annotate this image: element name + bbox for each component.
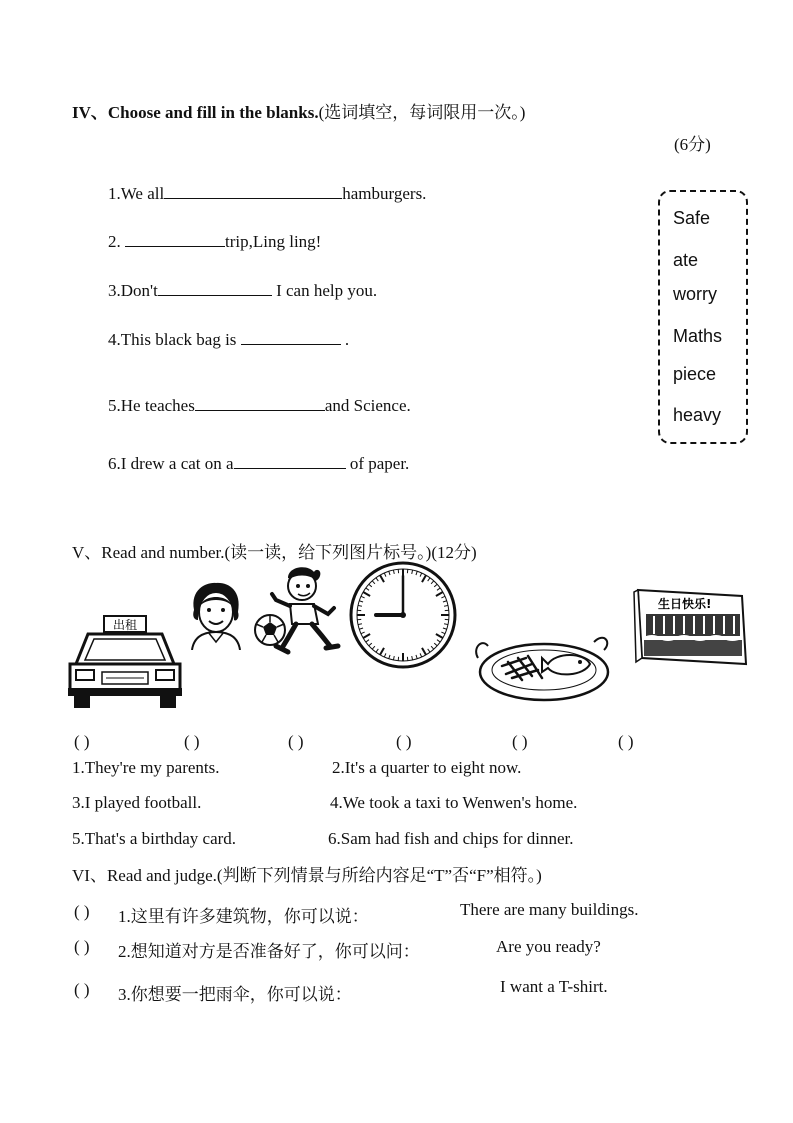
taxi-picture: [66, 612, 184, 710]
fill-item-2: 2. trip,Ling ling!: [108, 232, 322, 251]
blank-3[interactable]: [158, 279, 272, 296]
judge-cn-1: 1.这里有许多建筑物，你可以说：: [118, 907, 369, 926]
judge-en-3: I want a T-shirt.: [500, 977, 608, 996]
word-bank: [658, 190, 748, 444]
answer-paren-4[interactable]: ( ): [396, 732, 412, 751]
fill-item-3: 3.Don't I can help you.: [108, 281, 378, 300]
football-icon: [255, 615, 285, 645]
football-boy-picture: [252, 564, 344, 658]
judge-en-2: Are you ready?: [496, 937, 601, 956]
sentence-3: 3.I played football.: [72, 793, 202, 812]
sentence-6: 6.Sam had fish and chips for dinner.: [328, 829, 574, 848]
taxi-sign-text: 出租: [112, 618, 138, 632]
sentence-1: 1.They're my parents.: [72, 758, 220, 777]
judge-en-1: There are many buildings.: [460, 900, 639, 919]
fill-item-6: 6.I drew a cat on a of paper.: [108, 454, 410, 473]
sentence-4: 4.We took a taxi to Wenwen's home.: [330, 793, 578, 812]
fill-item-5: 5.He teaches and Science.: [108, 396, 411, 415]
blank-1[interactable]: [164, 182, 342, 199]
section-6-title: VI、Read and judge.(判断下列情景与所给内容足“T”否“F”相符。): [72, 866, 542, 885]
blank-6[interactable]: [234, 452, 346, 469]
judge-cn-3: 3.你想要一把雨伞，你可以说：: [118, 985, 352, 1004]
judge-paren-2[interactable]: ( ): [74, 937, 90, 956]
sentence-5: 5.That's a birthday card.: [72, 829, 237, 848]
card-text: 生日快乐!: [658, 597, 712, 611]
blank-5[interactable]: [195, 394, 325, 411]
judge-cn-2: 2.想知道对方是否准备好了，你可以问：: [118, 942, 420, 961]
judge-paren-3[interactable]: ( ): [74, 980, 90, 999]
answer-paren-2[interactable]: ( ): [184, 732, 200, 751]
answer-paren-3[interactable]: ( ): [288, 732, 304, 751]
sentence-2: 2.It's a quarter to eight now.: [332, 758, 522, 777]
clock-picture: [348, 560, 458, 670]
word-maths: Maths: [673, 326, 723, 346]
word-worry: worry: [673, 284, 717, 304]
word-safe: Safe: [673, 208, 711, 228]
woman-picture: [186, 580, 246, 650]
word-piece: piece: [673, 364, 717, 384]
section-4-score: (6分): [674, 135, 711, 154]
fish-and-chips-picture: [472, 628, 616, 704]
fill-item-1: 1.We all hamburgers.: [108, 184, 427, 203]
fill-item-4: 4.This black bag is .: [108, 330, 350, 349]
answer-paren-5[interactable]: ( ): [512, 732, 528, 751]
section-4-heading: IV、Choose and fill in the blanks.: [72, 103, 319, 122]
answer-paren-1[interactable]: ( ): [74, 732, 90, 751]
judge-paren-1[interactable]: ( ): [74, 902, 90, 921]
word-heavy: heavy: [673, 405, 722, 425]
section-5-title: V、Read and number.(读一读，给下列图片标号。)(12分): [72, 543, 477, 562]
word-ate: ate: [673, 250, 699, 270]
birthday-card-picture: [632, 584, 752, 674]
answer-paren-6[interactable]: ( ): [618, 732, 634, 751]
section-4-title: [72, 98, 525, 123]
blank-2[interactable]: [125, 230, 225, 247]
section-4-instruction: (选词填空，每词限用一次。): [318, 103, 526, 122]
blank-4[interactable]: [241, 328, 341, 345]
